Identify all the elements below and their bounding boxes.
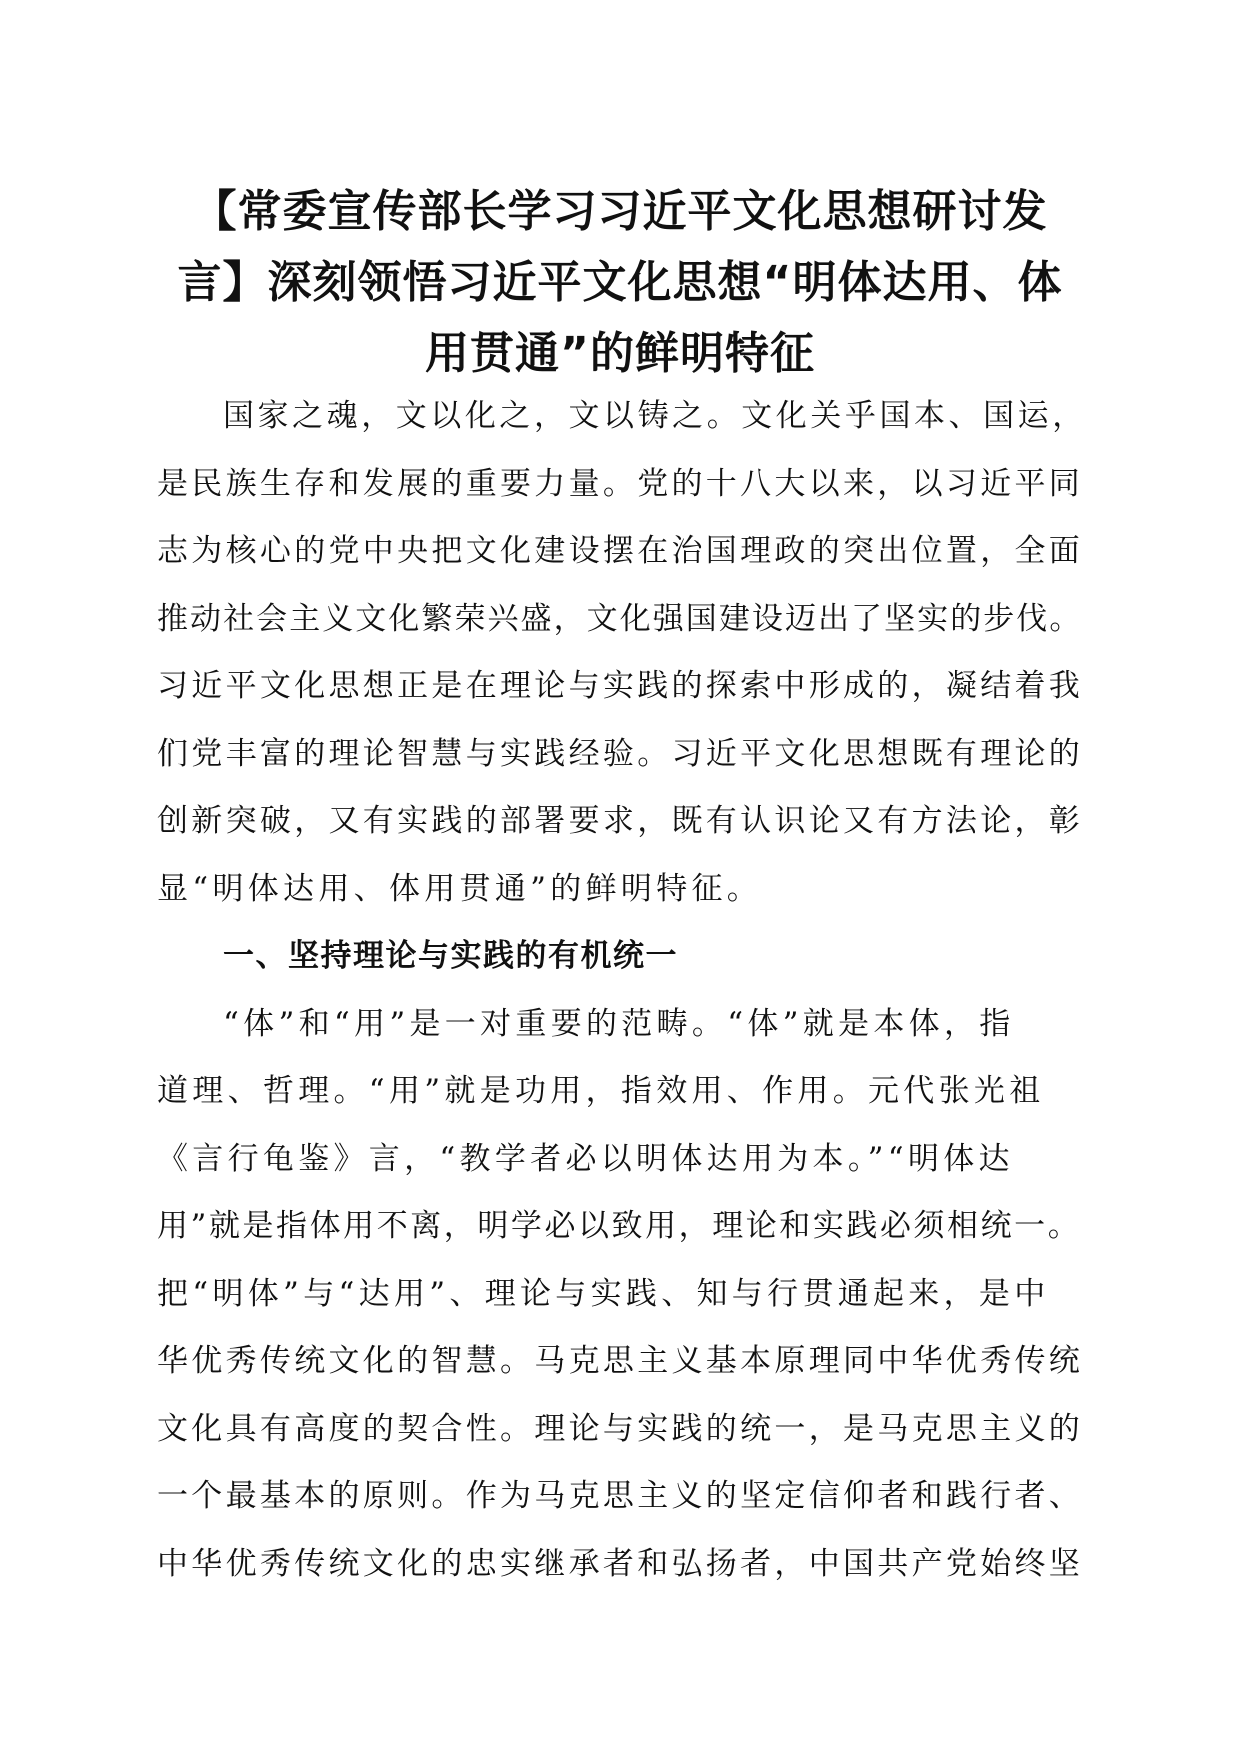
- paragraph-line: “体”和“用”是一对重要的范畴。“体”就是本体，指: [223, 1005, 1015, 1042]
- paragraph-line: 推动社会主义文化繁荣兴盛，文化强国建设迈出了坚实的步伐。: [157, 600, 1083, 637]
- paragraph-line: 道理、哲理。“用”就是功用，指效用、作用。元代张光祖: [157, 1073, 1045, 1109]
- paragraph-line: 把“明体”与“达用”、理论与实践、知与行贯通起来，是中: [157, 1275, 1050, 1312]
- title-line: 言】深刻领悟习近平文化思想“明体达用、体: [177, 257, 1063, 308]
- title-line: 【常委宣传部长学习习近平文化思想研讨发: [192, 186, 1048, 237]
- paragraph-line: 们党丰富的理论智慧与实践经验。习近平文化思想既有理论的: [157, 735, 1084, 772]
- paragraph-line: 是民族生存和发展的重要力量。党的十八大以来，以习近平同: [157, 465, 1084, 502]
- document-body: [157, 383, 1087, 1598]
- paragraph-line: 习近平文化思想正是在理论与实践的探索中形成的，凝结着我: [157, 668, 1084, 704]
- paragraph-line: 志为核心的党中央把文化建设摆在治国理政的突出位置，全面: [157, 533, 1084, 569]
- paragraph-line: 国家之魂，文以化之，文以铸之。文化关乎国本、国运，: [223, 398, 1087, 434]
- paragraph-line: 《言行龟鉴》言，“教学者必以明体达用为本。”“明体达: [157, 1140, 1014, 1177]
- paragraph-line: 创新突破，又有实践的部署要求，既有认识论又有方法论，彰: [157, 803, 1084, 839]
- paragraph-line: 用”就是指体用不离，明学必以致用，理论和实践必须相统一。: [157, 1208, 1082, 1244]
- paragraph-line: 文化具有高度的契合性。理论与实践的统一，是马克思主义的: [157, 1410, 1084, 1447]
- paragraph-line: 华优秀传统文化的智慧。马克思主义基本原理同中华优秀传统: [157, 1343, 1084, 1379]
- paragraph-line: 一个最基本的原则。作为马克思主义的坚定信仰者和践行者、: [157, 1478, 1084, 1514]
- title-line: 用贯通”的鲜明特征: [425, 328, 815, 379]
- document-title: [150, 176, 1090, 389]
- section-heading: 一、坚持理论与实践的有机统一: [223, 938, 678, 974]
- paragraph-line: 显“明体达用、体用贯通”的鲜明特征。: [157, 870, 763, 907]
- paragraph-line: 中华优秀传统文化的忠实继承者和弘扬者，中国共产党始终坚: [157, 1545, 1084, 1582]
